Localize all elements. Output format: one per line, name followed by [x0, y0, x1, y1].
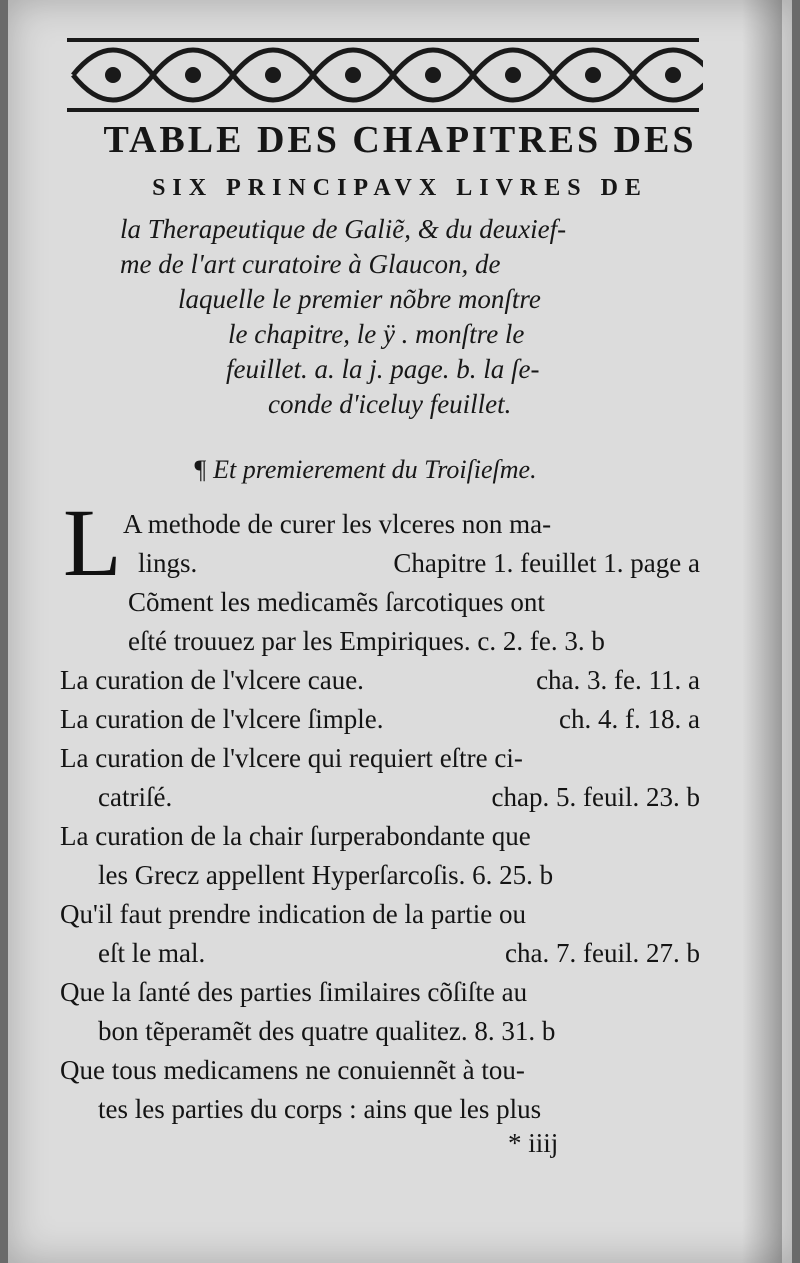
entry-line [8, 544, 792, 583]
ornamental-header-band [63, 30, 703, 120]
drop-cap-letter: L [63, 489, 122, 596]
entry-line [8, 973, 792, 1012]
entry-text: La curation de l'vlcere ſimple. [60, 704, 384, 734]
entry-line [8, 1090, 792, 1129]
entry-text: les Grecz appellent Hyperſarcoſis. 6. 25. b [98, 860, 554, 890]
entry-reference: ch. 4. f. 18. a [559, 704, 700, 734]
title-line-1: TABLE DES CHAPITRES DES [103, 119, 697, 161]
intro-line: le chapitre, le ÿ . monſtre le [228, 319, 525, 349]
entry-line [8, 505, 792, 544]
intro-line: la Therapeutique de Galiẽ, & du deuxief- [120, 214, 567, 244]
entry-text: A methode de curer les vlceres non ma- [123, 509, 552, 539]
entry-text: eſt le mal. [98, 938, 206, 968]
entry-line [8, 934, 792, 973]
entry-line [8, 661, 792, 700]
chapter-entries [8, 505, 792, 1129]
intro-line: me de l'art curatoire à Glaucon, de [120, 249, 501, 279]
entry-reference: cha. 7. feuil. 27. b [505, 938, 700, 968]
entry-reference: cha. 3. fe. 11. a [536, 665, 700, 695]
title-line-2: SIX PRINCIPAVX LIVRES DE [152, 175, 648, 201]
book-page [8, 0, 792, 1263]
entry-line [8, 739, 792, 778]
entry-line [8, 1051, 792, 1090]
entry-text: Que la ſanté des parties ſimilaires cõſiſte au [60, 977, 528, 1007]
intro-line: feuillet. a. la j. page. b. la ſe- [226, 354, 540, 384]
entry-text: Qu'il faut prendre indication de la partie ou [60, 899, 526, 929]
entry-text: eſté trouuez par les Empiriques. c. 2. fe. 3. b [128, 626, 605, 656]
entry-text: Que tous medicamens ne conuiennẽt à tou- [60, 1055, 525, 1085]
entry-text: La curation de l'vlcere caue. [60, 665, 364, 695]
entry-text: La curation de l'vlcere qui requiert eſtre ci- [60, 743, 523, 773]
entry-line [8, 700, 792, 739]
entry-text: bon tẽperamẽt des quatre qualitez. 8. 31. b [98, 1016, 556, 1046]
entry-line [8, 1012, 792, 1051]
entry-line [8, 622, 792, 661]
entry-text: lings. [138, 548, 198, 578]
entry-line [8, 817, 792, 856]
entry-text: catriſé. [98, 782, 173, 812]
intro-line: laquelle le premier nõbre monſtre [178, 284, 541, 314]
entry-text: La curation de la chair ſurperabondante que [60, 821, 531, 851]
signature-mark: * iiij [508, 1128, 559, 1158]
entry-line [8, 778, 792, 817]
section-subheading: ¶ Et premierement du Troiſieſme. [193, 455, 537, 484]
entry-line [8, 583, 792, 622]
intro-line: conde d'iceluy feuillet. [268, 389, 512, 419]
entry-text: tes les parties du corps : ains que les plus [98, 1094, 542, 1124]
entry-line [8, 856, 792, 895]
entry-reference: chap. 5. feuil. 23. b [491, 782, 700, 812]
entry-reference: Chapitre 1. feuillet 1. page a [393, 548, 700, 578]
entry-line [8, 895, 792, 934]
intro-paragraph [120, 212, 618, 422]
entry-text: Cõment les medicamẽs ſarcotiques ont [128, 587, 545, 617]
